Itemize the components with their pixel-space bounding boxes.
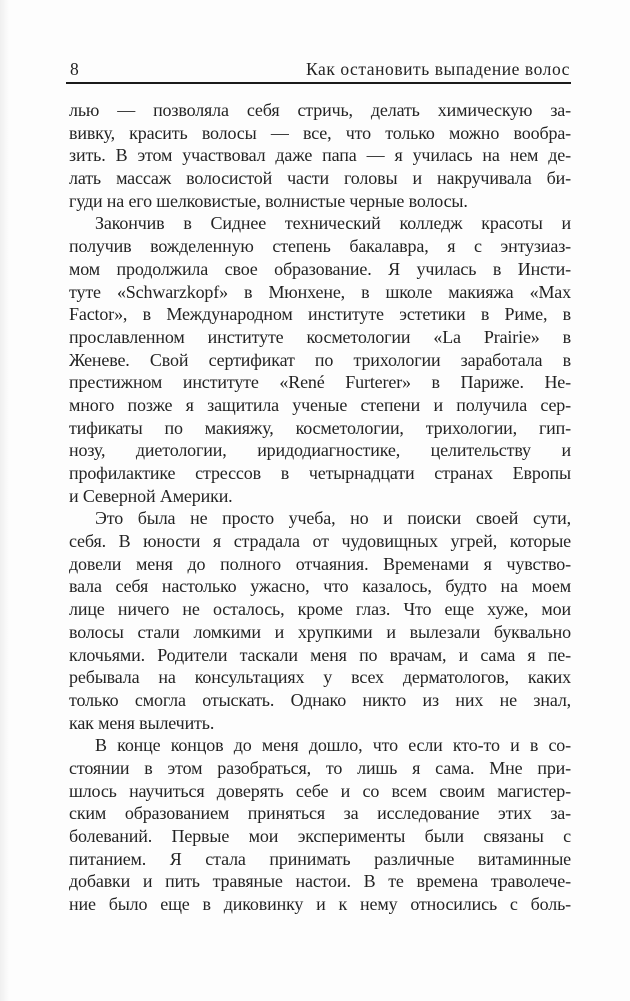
text-line: ние было еще в диковинку и к нему относились с боль- (69, 894, 571, 915)
text-line: питанием. Я стала принимать различные витаминные (69, 848, 571, 869)
text-line: как меня вылечить. (69, 712, 215, 733)
text-line: и Северной Америки. (69, 485, 233, 506)
paragraph-1 (69, 99, 571, 212)
text-line: туте «Schwarzkopf» в Мюнхене, в школе макияжа «Max (69, 281, 571, 302)
text-line: клочьями. Родители таскали меня по врачам, и сама я пе- (69, 644, 571, 665)
text-line: гуди на его шелковистые, волнистые черные волосы. (69, 190, 468, 211)
text-line: престижном институте «René Furterer» в Париже. Не- (69, 372, 571, 393)
text-line: зить. В этом участвовал даже папа — я училась на нем де- (69, 145, 571, 166)
text-line: добавки и пить травяные настои. В те времена траволече- (69, 871, 571, 892)
text-line: ским образованием приняться за исследование этих за- (69, 803, 571, 824)
text-line: В конце концов до меня дошло, что если кто-то и в со- (95, 735, 571, 756)
text-line: вала себя настолько ужасно, что казалось, будто на моем (69, 576, 571, 597)
header-rule (66, 82, 571, 84)
text-line: довели меня до полного отчаяния. Временами я чувство- (69, 553, 571, 574)
paragraph-2 (69, 212, 571, 507)
text-line: себя. В юности я страдала от чудовищных угрей, которые (69, 531, 571, 552)
text-line: лице ничего не осталось, кроме глаз. Что еще хуже, мои (69, 599, 571, 620)
body-text (69, 99, 571, 916)
text-line: лью — позволяла себя стричь, делать химическую за- (69, 100, 571, 120)
text-line: лать массаж волосистой части головы и накручивала би- (69, 168, 571, 189)
text-line: вивку, красить волосы — все, что только можно вообра- (69, 122, 571, 143)
text-line: болеваний. Первые мои эксперименты были связаны с (69, 826, 571, 846)
text-line: Закончив в Сиднее технический колледж красоты и (95, 213, 571, 234)
text-line: только смогла отыскать. Однако никто из них не знал, (69, 689, 571, 710)
text-line: получив вожделенную степень бакалавра, я с энтузиаз- (69, 236, 571, 257)
text-line: Это была не просто учеба, но и поиски своей сути, (95, 508, 571, 529)
text-line: Factor», в Международном институте эстетики в Риме, в (69, 304, 571, 325)
text-line: прославленном институте косметологии «La Prairie» в (69, 326, 571, 347)
running-title: Как остановить выпадение волос (306, 59, 570, 79)
text-line: много позже я защитила ученые степени и получила сер- (69, 394, 571, 415)
text-line: шлось научиться доверять себе и со всем своим магистер- (69, 780, 571, 801)
text-line: Женеве. Свой сертификат по трихологии заработала в (69, 349, 571, 370)
text-line: профилактике стрессов в четырнадцати странах Европы (69, 463, 571, 483)
running-header (70, 58, 570, 80)
paragraph-4 (69, 734, 571, 916)
text-line: волосы стали ломкими и хрупкими и вылезали буквально (69, 621, 571, 642)
text-line: тификаты по макияжу, косметологии, трихологии, гип- (69, 417, 571, 438)
text-line: нозу, диетологии, иридодиагностике, целительству и (69, 440, 571, 461)
text-line: ребывала на консультациях у всех дерматологов, каких (69, 667, 571, 688)
page-number: 8 (70, 59, 80, 79)
text-line: мом продолжила свое образование. Я училась в Инсти- (69, 258, 571, 279)
text-line: стоянии в этом разобраться, то лишь я сама. Мне при- (69, 757, 571, 778)
paragraph-3 (69, 507, 571, 734)
